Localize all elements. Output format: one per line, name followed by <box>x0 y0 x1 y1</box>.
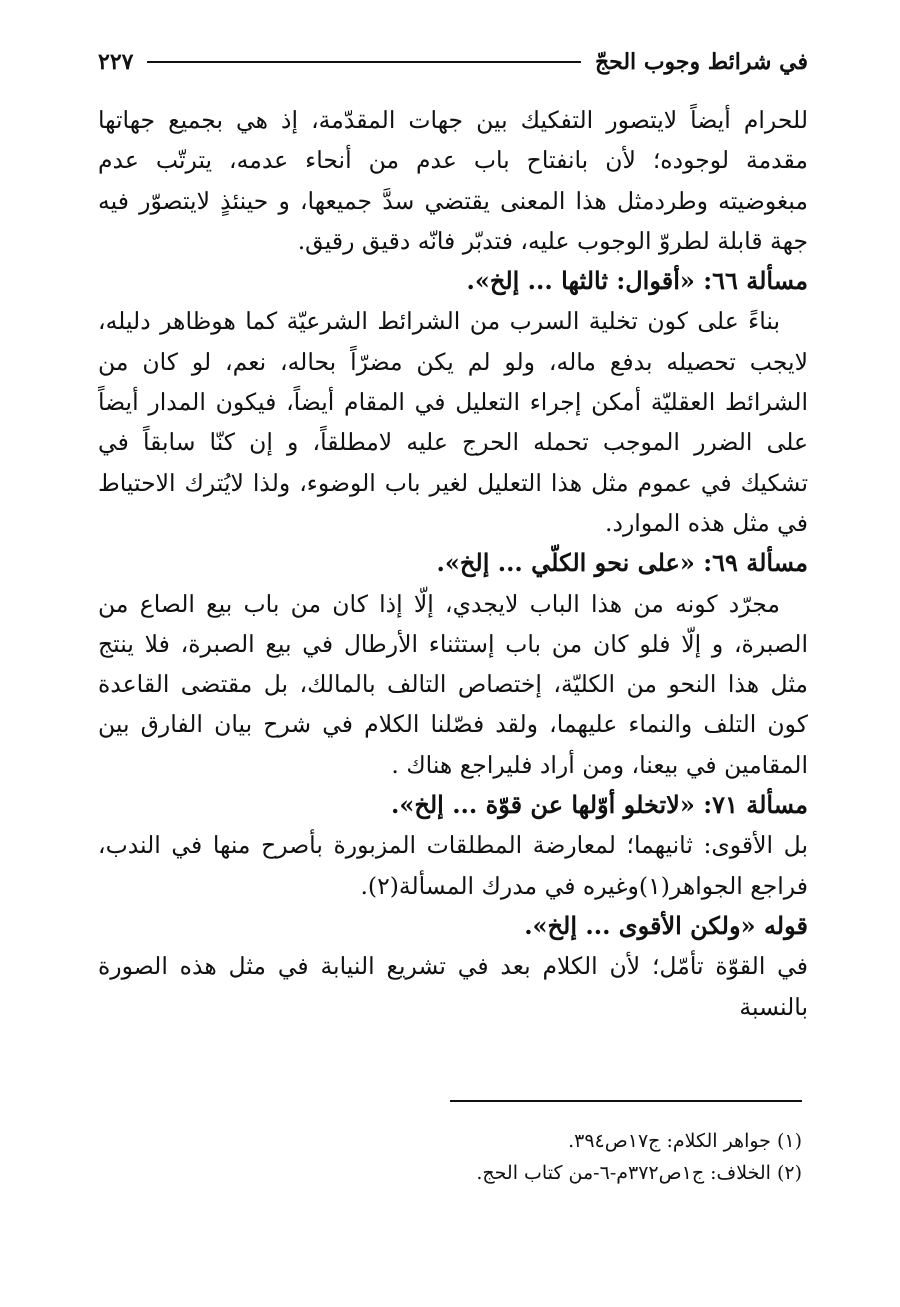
footnote-2: (٢) الخلاف: ج١ص٣٧٢م-٦-من كتاب الحج. <box>476 1162 802 1184</box>
footnotes <box>98 1125 802 1189</box>
issue-71-paragraph: بل الأقوى: ثانيهما؛ لمعارضة المطلقات المزبورة بأصرح منها في الندب، فراجع الجواهر(١)وغيره في مدرك المسألة(٢). <box>98 831 808 900</box>
footnote-1: (١) جواهر الكلام: ج١٧ص٣٩٤. <box>568 1130 802 1152</box>
issue-66-heading: مسألة ٦٦: «أقوال: ثالثها ... إلخ». <box>466 266 808 296</box>
footnote-separator <box>450 1100 802 1102</box>
main-text <box>98 100 808 1027</box>
quote-heading: قوله «ولكن الأقوى ... إلخ». <box>524 910 808 940</box>
page-number: ٢٢٧ <box>98 49 134 75</box>
header-rule <box>147 61 581 63</box>
issue-66-paragraph: بناءً على كون تخلية السرب من الشرائط الشرعيّة كما هوظاهر دليله، لايجب تحصيله بدفع ماله، ولو لم يكن مضرّاً بحاله، نعم، لو كان من الشرائط العقليّة أمكن إجراء التعليل في المقام أيضاً، فيكون المدار أيضاً على الضرر الموجب تحمله الحرج عليه لامطلقاً، و إن كنّا سابقاً في تشكيك في عموم مثل هذا التعليل لغير باب الوضوء، ولذا لايُترك الاحتياط في مثل هذه الموارد. <box>98 307 808 537</box>
issue-71-heading: مسألة ٧١: «لاتخلو أوّلها عن قوّة ... إلخ». <box>391 790 808 820</box>
paragraph-continuation: للحرام أيضاً لايتصور التفكيك بين جهات المقدّمة، إذ هي بجميع جهاتها مقدمة لوجوده؛ لأن بانفتاح باب عدم من أنحاء عدمه، يترتّب عدم مبغوضيته وطردمثل هذا المعنى يقتضي سدَّ جميعها، و حينئذٍ لايتصوّر فيه جهة قابلة لطروّ الوجوب عليه، فتدبّر فانّه دقيق رقيق. <box>98 106 808 255</box>
header-title: في شرائط وجوب الحجّ <box>594 49 808 75</box>
issue-69-paragraph: مجرّد كونه من هذا الباب لايجدي، إلّا إذا كان من باب بيع الصاع من الصبرة، و إلّا فلو كان من باب إستثناء الأرطال في بيع الصبرة، فلا ينتج مثل هذا النحو من الكليّة، إختصاص التالف بالمالك، بل مقتضى القاعدة كون التلف والنماء عليهما، ولقد فصّلنا الكلام في شرح بيان الفارق بين المقامين في بيعنا، ومن أراد فليراجع هناك . <box>98 589 808 779</box>
running-header <box>98 42 808 82</box>
quote-paragraph: في القوّة تأمّل؛ لأن الكلام بعد في تشريع النيابة في مثل هذه الصورة بالنسبة <box>98 952 808 1021</box>
issue-69-heading: مسألة ٦٩: «على نحو الكلّي ... إلخ». <box>436 548 808 578</box>
